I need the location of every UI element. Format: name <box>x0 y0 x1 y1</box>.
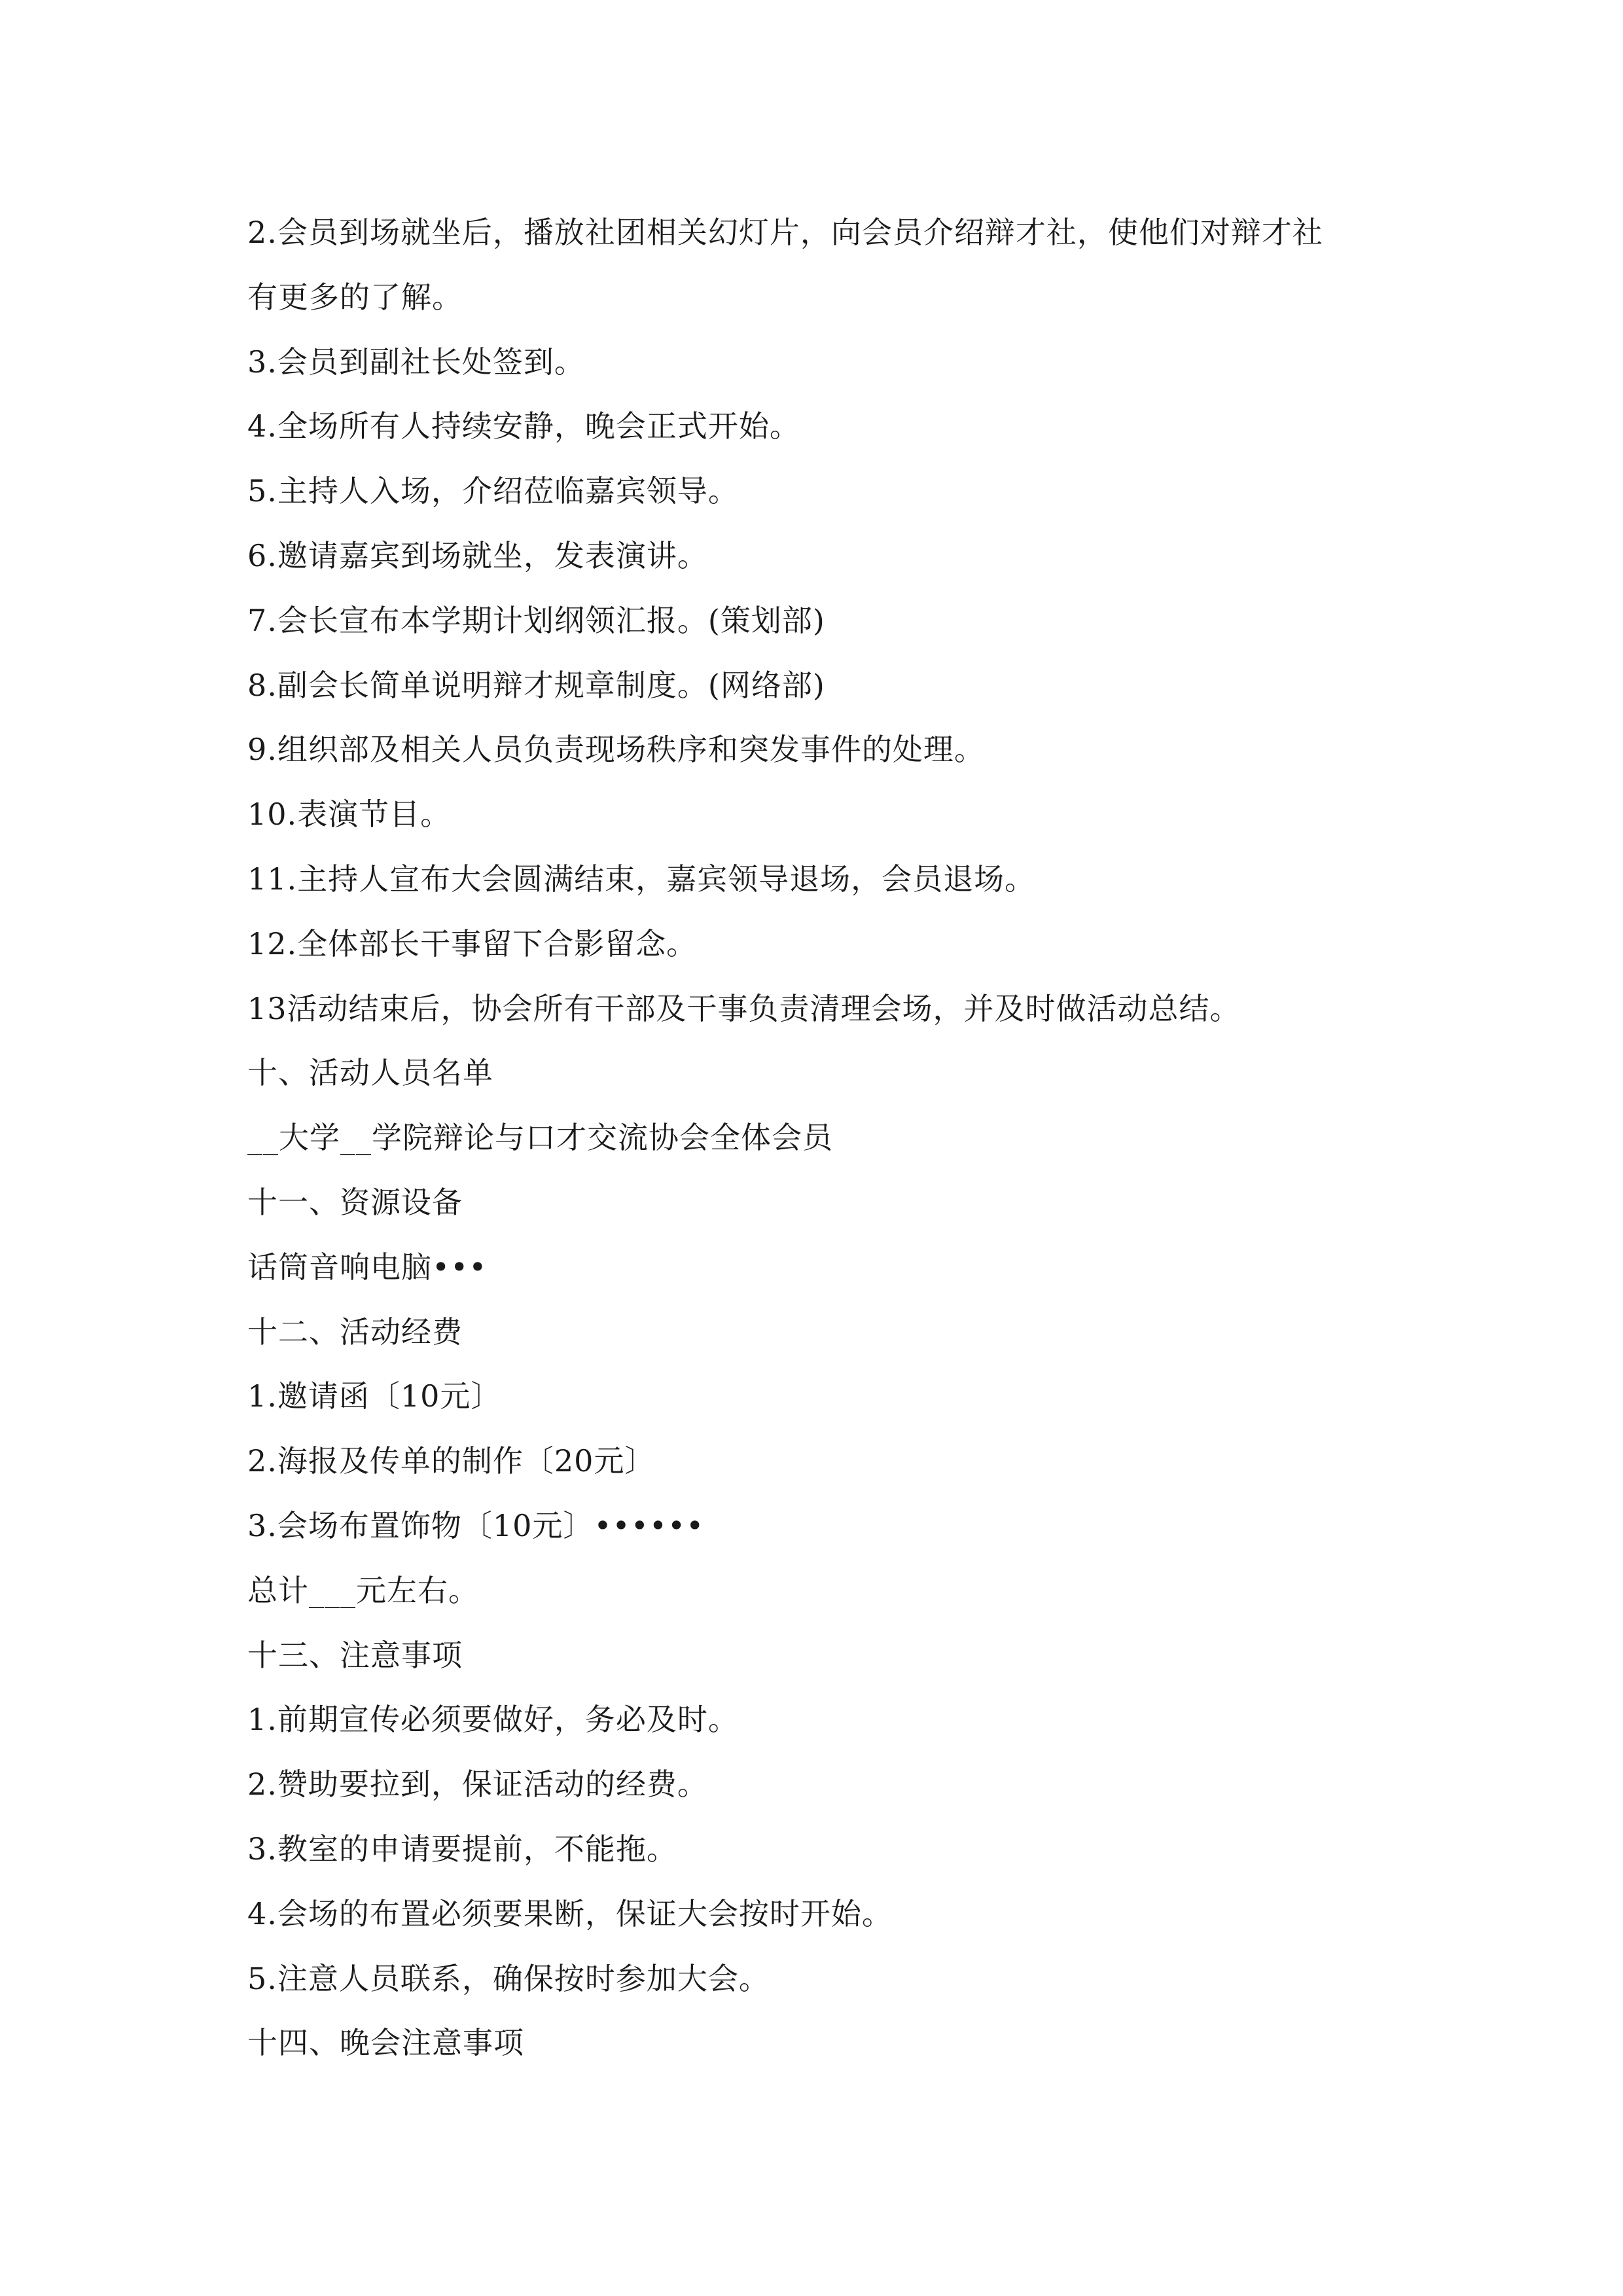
text-line: 总计___元左右。 <box>247 1572 479 1608</box>
text-line: 2.会员到场就坐后，播放社团相关幻灯片，向会员介绍辩才社，使他们对辩才社 <box>247 215 1323 250</box>
text-line: 1.前期宣传必须要做好，务必及时。 <box>247 1702 739 1738</box>
text-line: 有更多的了解。 <box>247 279 463 315</box>
text-line: 5.主持人入场，介绍莅临嘉宾领导。 <box>247 473 739 509</box>
text-line: 话筒音响电脑••• <box>247 1249 488 1285</box>
text-line: 8.副会长简单说明辩才规章制度。(网络部) <box>247 667 825 703</box>
text-line: 9.组织部及相关人员负责现场秩序和突发事件的处理。 <box>247 732 985 768</box>
text-line: 4.会场的布置必须要果断，保证大会按时开始。 <box>247 1895 893 1931</box>
text-line: 1.邀请函〔10元〕 <box>247 1378 502 1414</box>
text-line: 12.全体部长干事留下合影留念。 <box>247 925 698 961</box>
text-line: 7.会长宣布本学期计划纲领汇报。(策划部) <box>247 602 825 638</box>
section-heading: 十二、活动经费 <box>247 1314 463 1350</box>
text-line: 2.海报及传单的制作〔20元〕 <box>247 1443 656 1479</box>
text-line: 3.会员到副社长处签到。 <box>247 344 585 380</box>
text-line: 3.会场布置饰物〔10元〕•••••• <box>247 1507 705 1543</box>
text-line: 6.邀请嘉宾到场就坐，发表演讲。 <box>247 537 708 573</box>
section-heading: 十一、资源设备 <box>247 1184 463 1220</box>
text-line: 5.注意人员联系，确保按时参加大会。 <box>247 1960 770 1996</box>
text-line: 11.主持人宣布大会圆满结束，嘉宾领导退场，会员退场。 <box>247 861 1036 897</box>
text-line: __大学__学院辩论与口才交流协会全体会员 <box>247 1120 833 1156</box>
section-heading: 十、活动人员名单 <box>247 1055 493 1091</box>
text-line: 3.教室的申请要提前，不能拖。 <box>247 1831 677 1867</box>
section-heading: 十四、晚会注意事项 <box>247 2025 524 2061</box>
text-line: 10.表演节目。 <box>247 797 452 833</box>
text-line: 2.赞助要拉到，保证活动的经费。 <box>247 1767 708 1803</box>
section-heading: 十三、注意事项 <box>247 1637 463 1673</box>
document-body <box>247 200 1399 2075</box>
text-line: 13活动结束后，协会所有干部及干事负责清理会场，并及时做活动总结。 <box>247 990 1241 1026</box>
text-line: 4.全场所有人持续安静，晚会正式开始。 <box>247 408 800 444</box>
